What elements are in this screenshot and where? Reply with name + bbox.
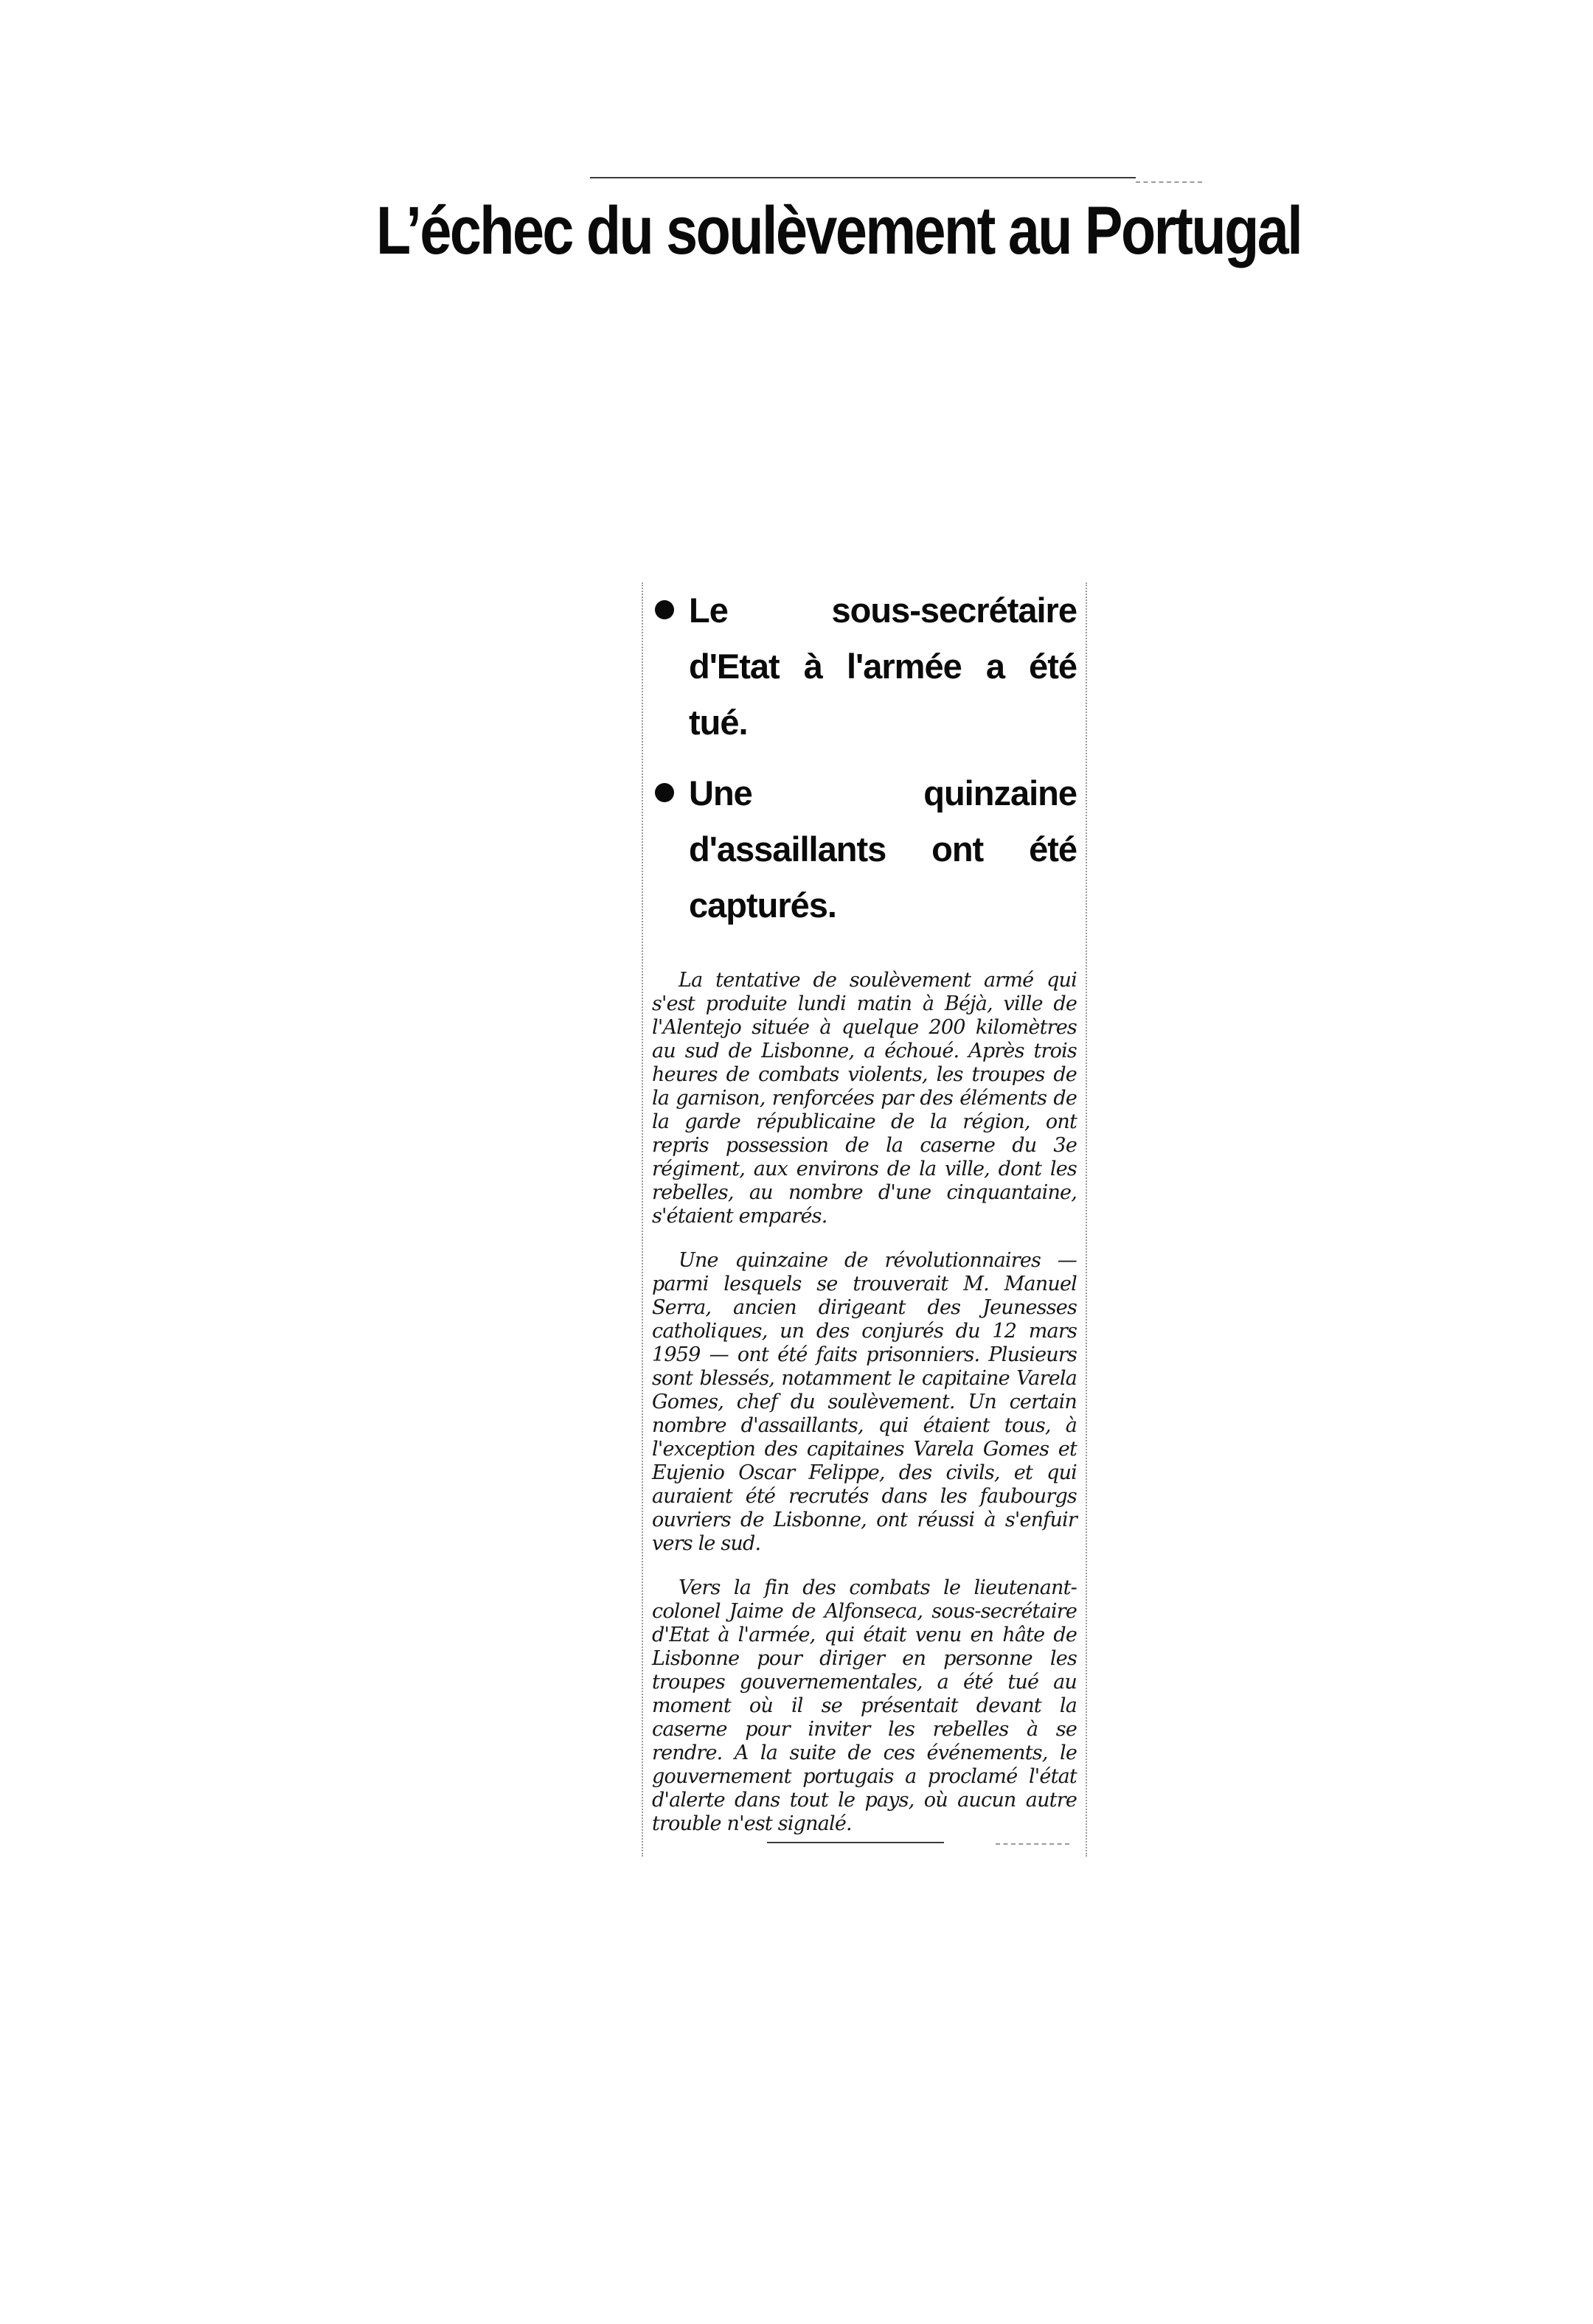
paragraph-3: Vers la fin des combats le lieutenant-colonel Jaime de Alfonseca, sous-secrétaire d'Etat à l'armée, qui était venu en hâte de Lisbonne pour diriger en personne les troupes gouvernementales, a été tué au moment où il se présentait devant la caserne pour inviter les rebelles à se rendre. A la suite de ces événements, le gouvernement portugais a proclamé l'état d'alerte dans tout le pays, où aucun autre trouble n'est signalé. — [652, 1576, 1077, 1835]
subhead-2-text: Une quinzaine d'assaillants ont été capturés. — [689, 773, 1077, 925]
bottom-rule-faint — [996, 1843, 1069, 1845]
subhead-list — [652, 582, 1077, 933]
bullet-icon — [655, 783, 674, 802]
subhead-2 — [652, 765, 1077, 933]
top-rule — [590, 177, 1136, 178]
paragraph-2: Une quinzaine de révolutionnaires — parmi lesquels se trouverait M. Manuel Serra, ancien dirigeant des Jeunesses catholiques, un des conjurés du 12 mars 1959 — ont été faits prisonniers. Plusieurs sont blessés, notamment le capitaine Varela Gomes, chef du soulèvement. Un certain nombre d'assaillants, qui étaient tous, à l'exception des capitaines Varela Gomes et Eujenio Oscar Felippe, des civils, et qui auraient été recrutés dans les faubourgs ouvriers de Lisbonne, ont réussi à s'enfuir vers le sud. — [652, 1249, 1077, 1555]
top-rule-faint — [1136, 181, 1202, 183]
article-column — [642, 582, 1087, 1857]
bottom-rule — [767, 1842, 944, 1843]
headline: L’échec du soulèvement au Portugal — [376, 193, 1302, 268]
paragraph-1: La tentative de soulèvement armé qui s'est produite lundi matin à Béjà, ville de l'Alentejo située à quelque 200 kilomètres au sud de Lisbonne, a échoué. Après trois heures de combats violents, les troupes de la garnison, renforcées par des éléments de la garde républicaine de la région, ont repris possession de la caserne du 3e régiment, aux environs de la ville, dont les rebelles, au nombre d'une cinquantaine, s'étaient emparés. — [652, 969, 1077, 1228]
subhead-1-text: Le sous-secrétaire d'Etat à l'armée a été tué. — [689, 591, 1077, 742]
bullet-icon — [655, 600, 674, 619]
subhead-1 — [652, 582, 1077, 751]
